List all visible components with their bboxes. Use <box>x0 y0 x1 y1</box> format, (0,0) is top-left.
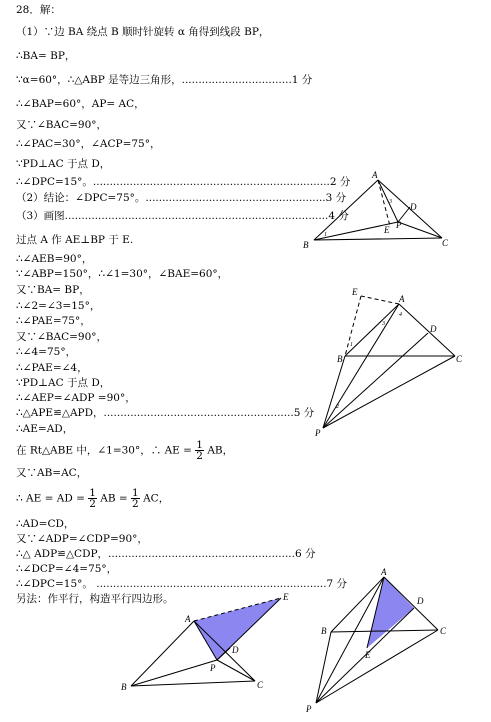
fig4-label-a: A <box>381 567 387 577</box>
fig1-label-c: C <box>442 238 449 248</box>
fig1-label-3: 3 <box>389 199 392 205</box>
text-line-15: ∴∠2=∠3=15°， <box>16 300 101 312</box>
fig4-label-p: P <box>306 704 312 714</box>
text-line-17: 又∵∠BAC=90°， <box>16 331 108 343</box>
fig2-label-e: E <box>352 287 358 297</box>
text-line-1: （1）∵边 BA 绕点 B 顺时针旋转 α 角得到线段 BP， <box>16 26 270 38</box>
text-line-13: ∵∠ABP=150°，∴∠1=30°，∠BAE=60°， <box>16 268 229 280</box>
text-line-10: （3）画图...............................................................................4 分 <box>16 210 349 222</box>
fig2-label-a: A <box>399 294 405 304</box>
text-line-12: ∴∠AEB=90°， <box>16 253 93 265</box>
fig2-label-c: C <box>456 354 463 364</box>
text-line-4: ∴∠BAP=60°，AP= AC， <box>16 98 145 110</box>
text-line-2: ∴BA= BP， <box>16 50 76 62</box>
fig3-label-c: C <box>257 680 264 690</box>
text-line-22: ∴△APE≌△APD，.........................................................5 分 <box>16 407 315 419</box>
fig3-label-b: B <box>121 682 127 692</box>
text-line-6: ∴∠PAC=30°，∠ACP=75°， <box>16 138 161 150</box>
text-line-9: （2）结论：∠DPC=75°。......................................................3 分 <box>16 192 347 204</box>
fraction-half-2: $\frac{1}{2}$ <box>89 487 96 510</box>
text-line-8: ∴∠DPC=15°。.......................................................................2 分 <box>16 176 351 188</box>
fig4-label-e: E <box>365 650 371 660</box>
text-line-21: ∴∠AEP=∠ADP =90°， <box>16 392 136 404</box>
fig2-label-3: 3 <box>382 321 385 327</box>
text-line-16: ∴∠PAE=75°， <box>16 315 91 327</box>
text-line-27: ∴ AE = AD = $\frac{1}{2}$ AB = $\frac{1}{2}$ AC， <box>16 487 170 510</box>
fig3-label-e: E <box>283 592 289 602</box>
fraction-half: $\frac{1}{2}$ <box>196 439 203 462</box>
fig2-label-b: B <box>337 354 343 364</box>
text-line-24: 在 Rt△ABE 中，∠1=30°，∴ AE = $\frac{1}{2}$ AB， <box>16 439 234 462</box>
fig1-label-e: E <box>384 225 390 235</box>
text-line-30: ∴AD=CD， <box>16 518 75 530</box>
text-line-19: ∴∠PAE=∠4， <box>16 362 88 374</box>
fig4-label-c: C <box>440 626 447 636</box>
fig1-label-1: 1 <box>324 232 327 238</box>
text-line-14: 又∵BA= BP， <box>16 284 90 296</box>
text-line-32: ∴△ ADP≌△CDP，........................................................6 分 <box>16 548 316 560</box>
fig1-label-a: A <box>372 170 378 180</box>
fig4-label-b: B <box>321 626 327 636</box>
fig4-segment-bp <box>316 632 331 703</box>
fig2-label-2: 2 <box>336 404 339 410</box>
fig2-label-4: 4 <box>399 312 402 318</box>
text-line-7: ∵PD⊥AC 于点 D， <box>16 158 111 170</box>
fig3-label-a: A <box>185 614 191 624</box>
text-line-23: ∴AE=AD， <box>16 423 74 435</box>
fig3-label-p: P <box>210 663 216 673</box>
text-line-26: 又∵AB=AC， <box>16 467 88 479</box>
fig1-label-p: P <box>396 220 402 230</box>
fig1-label-b: B <box>303 240 309 250</box>
fig2-label-1: 1 <box>350 342 353 348</box>
fig4-label-d: D <box>417 596 424 606</box>
fig2-label-p: P <box>315 428 321 438</box>
fig1-label-d: D <box>410 202 417 212</box>
text-line-5: 又∵∠BAC=90°， <box>16 119 108 131</box>
fig2-label-d: D <box>430 324 437 334</box>
text-line-20: ∵PD⊥AC 于点 D， <box>16 377 111 389</box>
fraction-half-3: $\frac{1}{2}$ <box>132 487 139 510</box>
fig4-segment-pc <box>316 630 438 703</box>
fig3-label-d: D <box>232 645 239 655</box>
text-line-33: ∴∠DCP=∠4=75°， <box>16 563 118 575</box>
problem-number: 28．解： <box>16 4 61 16</box>
text-line-35: 另法：作平行，构造平行四边形。 <box>16 593 174 605</box>
text-line-18: ∴∠4=75°， <box>16 346 77 358</box>
text-line-34: ∴∠DPC=15°。 .....................................................................7 分 <box>16 578 348 590</box>
text-line-11: 过点 A 作 AE⊥BP 于 E. <box>16 234 134 246</box>
text-line-3: ∵α=60°，∴△ABP 是等边三角形，.................................1 分 <box>16 74 313 86</box>
text-line-31: 又∵∠ADP=∠CDP=90°， <box>16 533 148 545</box>
